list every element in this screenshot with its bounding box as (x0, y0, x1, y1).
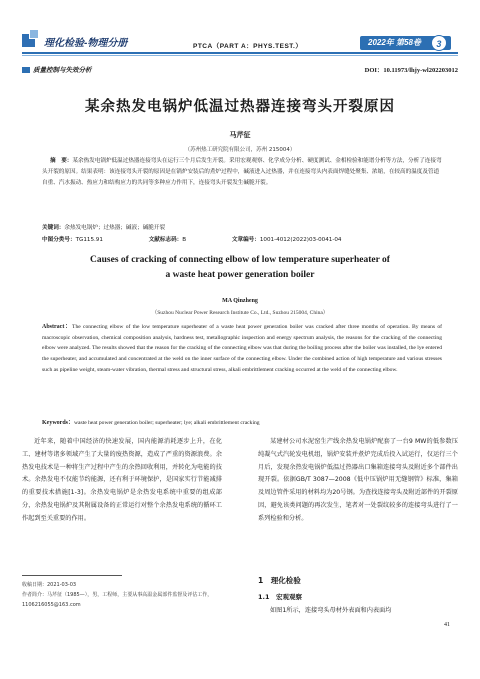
footnote-received: 收稿日期：2021-03-03 (22, 582, 77, 588)
section-1-1-text: 如图1所示，连接弯头母材外表面和内表面均 (270, 607, 392, 614)
footnote (22, 580, 222, 610)
abstract-en-label: Abstract： (42, 324, 73, 330)
header-rule-thin (22, 55, 458, 56)
column-tag (22, 65, 92, 74)
issue-badge (360, 36, 451, 50)
abstract-cn-label: 摘 要： (50, 158, 73, 164)
affiliation-en: （Suzhou Nuclear Power Research Institute Co., Ltd., Suzhou 215004, China） (151, 310, 329, 316)
abstract-en-text: The connecting elbow of the low temperature superheater of a waste heat power generation boiler was cracked after three months of operation. By means of macroscopic observation, chemical composition analysis, hardness test, metallographic inspection and energy spectrum analysis, the reasons for the cracking of the connecting elbow were analyzed. The results showed that the reason for the cracking of the connecting elbow was that during the boiling process after the boiler was installed, the lye entered the superheater, and accumulated and concentrated at the weld on the inner surface of the connecting elbow. Under the combined action of high temperature and various stresses such as pipeline weight, steam-water vibration, thermal stress and structural stress, alkali embrittlement cracking occurred at the weld of the connecting elbow. (42, 324, 442, 373)
article-title-cn: 某余热发电锅炉低温过热器连接弯头开裂原因 (85, 99, 395, 115)
article-title-en (0, 253, 480, 283)
title-en-line1: Causes of cracking of connecting elbow of low temperature superheater of (90, 255, 390, 265)
keywords-cn-label: 关键词： (42, 225, 65, 231)
abstract-en (42, 322, 442, 376)
column-tag-text: 质量控制与失效分析 (33, 67, 92, 74)
author-cn: 马芹征 (229, 131, 251, 139)
article-no-value: 1001-4012(2022)03-0041-04 (259, 237, 342, 243)
journal-name: PTCA（PART A：PHYS.TEST.） (193, 43, 303, 50)
journal-logo (22, 29, 142, 51)
clc-label: 中图分类号： (42, 237, 76, 243)
doc-code-value: B (182, 237, 187, 243)
column-tag-marker-icon (22, 67, 30, 73)
section-heading-1-1: 1.1 宏观观察 (258, 593, 303, 601)
doc-code-field (149, 237, 208, 243)
keywords-en (42, 418, 442, 429)
title-en-line2: a waste heat power generation boiler (165, 270, 315, 280)
keywords-cn-text: 余热发电锅炉；过热器；碱液；碱脆开裂 (64, 225, 166, 231)
doi: DOI：10.11973/lhjy-wl202203012 (364, 67, 458, 74)
doc-code-label: 文献标志码： (148, 237, 183, 243)
abstract-cn-text: 某余热发电锅炉低温过热器连接弯头在运行三个月后发生开裂。采用宏观观察、化学成分分析、硬度测试、金相检验和能谱分析等方法，分析了连接弯头开裂的原因。结果表明：该连接弯头开裂的原因是在锅炉安装后的煮炉过程中，碱液进入过热器，并在连接弯头内表面焊缝处聚集、浓缩，在较高的温度及管道自重、汽水振动、热应力和结构应力的共同等多种应力作用下，连接弯头开裂发生碱脆开裂。 (42, 158, 442, 187)
header-rule (22, 52, 458, 54)
issue-number: 3 (431, 35, 447, 51)
keywords-cn (42, 223, 442, 234)
author-en: MA Qinzheng (222, 298, 258, 304)
article-no-field (232, 237, 364, 243)
keywords-en-text: waste heat power generation boiler; superheater; lye; alkali embrittlement cracking (74, 420, 260, 426)
footnote-rule (22, 575, 122, 576)
clc-field (42, 237, 125, 243)
article-no-label: 文章编号： (231, 237, 260, 243)
journal-logo-text: 理化检验-物理分册 (44, 38, 128, 49)
footnote-author: 作者简介：马芹征（1985—），男，工程师，主要从事高温金属部件监督及评估工作，1106216055@163.com (22, 592, 213, 608)
logo-square-small-icon (29, 29, 39, 39)
body-left-column: 近年来，随着中国经济的快速发展，国内能源消耗逐步上升，在化工、建材等诸多领域产生了大量的废热资源，造成了严重的资源浪费。余热发电技术是一种将生产过程中产生的余热回收利用，并转化为电能的技术。余热发电不仅能节约能源，还有利于环境保护，是国家实行节能减排的重要技术措施[1-3]。余热发电锅炉是余热发电系统中重要的组成部分，余热发电锅炉及其附属设备的正常运行对整个余热发电系统的循环工作起到至关重要的作用。 (22, 438, 222, 522)
article-meta-cn (42, 235, 442, 243)
keywords-en-label: Keywords： (42, 420, 74, 426)
clc-value: TG115.91 (75, 237, 103, 243)
issue-text: 2022年 第58卷 (368, 38, 421, 47)
abstract-cn (42, 156, 442, 190)
affiliation-cn: （苏州热工研究院有限公司，苏州 215004） (184, 147, 296, 153)
section-heading-1: 1 理化检验 (258, 576, 301, 585)
body-right-column: 某建材公司水泥窑生产线余热发电锅炉配套了一台9 MW的低参数压纯凝气式汽轮发电机组，锅炉安装并煮炉完成后投入试运行，仅运行三个月后，发现余热发电锅炉低温过热器出口集箱连接弯头及附近多个部件出现开裂。依据GB/T 3087—2008《低中压锅炉用无缝钢管》标准，集箱及周边管件采用的材料均为20号钢。为查找连接弯头及附近部件的开裂原因，避免该类问题的再次发生，笔者对一处裂纹较多的连接弯头进行了一系列检验和分析。 (258, 438, 458, 522)
page-number: 41 (444, 622, 450, 628)
